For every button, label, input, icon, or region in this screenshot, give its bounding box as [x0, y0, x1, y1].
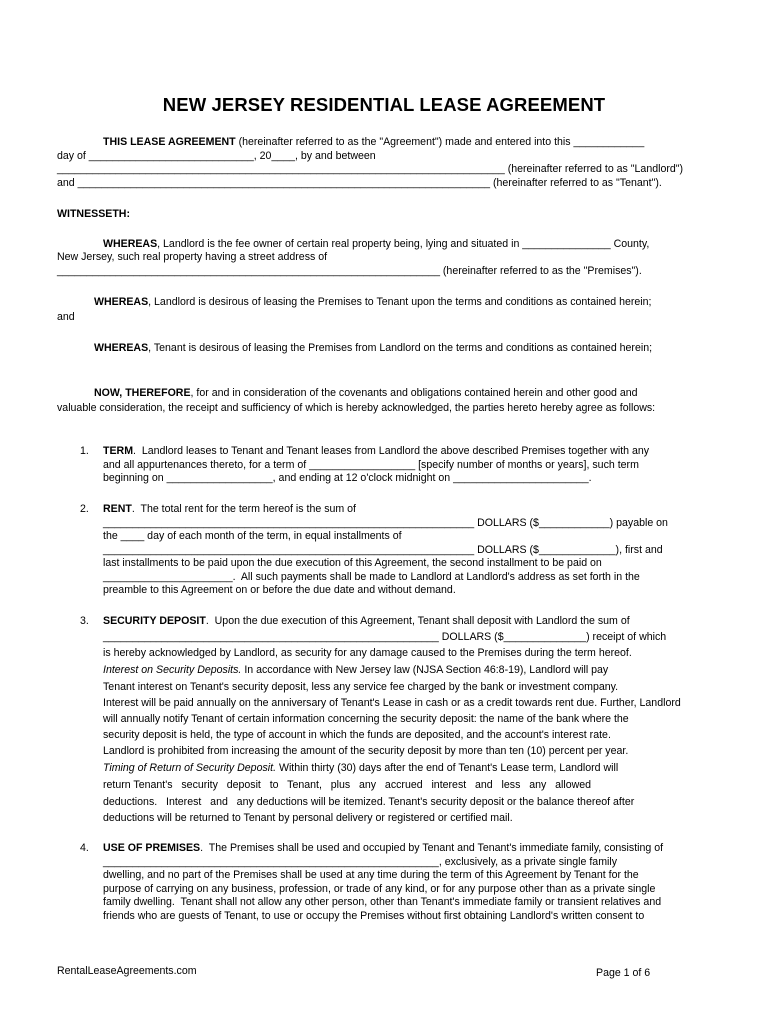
- section-text: . Landlord leases to Tenant and Tenant leases from Landlord the above described Premises together with any: [133, 445, 650, 457]
- whereas-1-line-3: _________________________________________________________________ (hereinafter referred to as the "Premises").: [57, 265, 642, 277]
- now-therefore-line-1: [94, 387, 638, 400]
- section-4-line-6: friends who are guests of Tenant, to use or occupy the Premises without first obtaining Landlord's written consent to: [103, 910, 645, 922]
- section-3-line-11: return Tenant's security deposit to Tenant, plus any accrued interest and less any allowed: [103, 779, 592, 791]
- now-therefore-text: , for and in consideration of the covenants and obligations contained herein and other good and: [190, 387, 638, 399]
- section-3-line-6: Interest will be paid annually on the anniversary of Tenant's Lease in cash or as a credit towards rent due. Further, Landlord: [103, 697, 681, 709]
- whereas-text: , Tenant is desirous of leasing the Premises from Landlord on the terms and conditions as contained herein;: [148, 342, 653, 354]
- section-3-line-3: is hereby acknowledged by Landlord, as security for any damage caused to the Premises during the term hereof.: [103, 647, 632, 659]
- whereas-text: , Landlord is desirous of leasing the Premises to Tenant upon the terms and conditions as contained herein;: [148, 296, 652, 308]
- section-4-line-4: purpose of carrying on any business, profession, or trade of any kind, or for any purpose other than as a private single: [103, 883, 656, 895]
- witnesseth-heading: WITNESSETH:: [57, 208, 130, 220]
- whereas-text: , Landlord is the fee owner of certain real property being, lying and situated in _______________ County,: [157, 238, 650, 250]
- whereas-2-line-1: [94, 296, 651, 309]
- intro-line-4: and ______________________________________________________________________ (hereinafter referred to as "Tenant").: [57, 177, 662, 189]
- section-text: Within thirty (30) days after the end of Tenant's Lease term, Landlord will: [276, 762, 619, 774]
- intro-line-2: day of ____________________________, 20____, by and between: [57, 150, 376, 162]
- whereas-label: WHEREAS: [103, 238, 158, 250]
- intro-line-3: ____________________________________________________________________________ (hereinafter referred to as "Landlord"): [57, 163, 684, 175]
- whereas-label: WHEREAS: [94, 342, 149, 354]
- section-3-number: 3.: [80, 615, 89, 627]
- section-1-line-1: [103, 445, 649, 458]
- footer-page-number: Page 1 of 6: [596, 967, 651, 979]
- section-heading: USE OF PREMISES: [103, 842, 201, 854]
- section-2-number: 2.: [80, 503, 89, 515]
- section-1-line-3: beginning on __________________, and ending at 12 o'clock midnight on _______________________.: [103, 472, 592, 484]
- section-4-line-1: [103, 842, 663, 855]
- whereas-2-line-2: and: [57, 311, 75, 323]
- now-therefore-label: NOW, THEREFORE: [94, 387, 191, 399]
- section-3-line-5: Tenant interest on Tenant's security deposit, less any service fee charged by the bank or investment company.: [103, 681, 619, 693]
- section-2-line-6: ______________________. All such payments shall be made to Landlord at Landlord's address as set forth in the: [103, 571, 640, 583]
- section-4-number: 4.: [80, 842, 89, 854]
- section-2-line-3: the ____ day of each month of the term, in equal installments of: [103, 530, 402, 542]
- interest-subheading: Interest on Security Deposits.: [103, 664, 242, 676]
- timing-subheading: Timing of Return of Security Deposit.: [103, 762, 277, 774]
- section-heading: RENT: [103, 503, 132, 515]
- intro-text: (hereinafter referred to as the "Agreement") made and entered into this ____________: [235, 136, 645, 148]
- section-2-line-2: _______________________________________________________________ DOLLARS ($____________) payable on: [103, 517, 668, 529]
- section-1-line-2: and all appurtenances thereto, for a term of __________________ [specify number of months or years], such term: [103, 459, 639, 471]
- section-2-line-1: [103, 503, 356, 516]
- section-text: . The Premises shall be used and occupied by Tenant and Tenant's immediate family, consisting of: [200, 842, 664, 854]
- section-3-line-12: deductions. Interest and any deductions will be itemized. Tenant's security deposit or the balance thereof after: [103, 796, 635, 808]
- section-3-line-4: [103, 664, 608, 677]
- document-title: NEW JERSEY RESIDENTIAL LEASE AGREEMENT: [162, 94, 606, 115]
- section-3-line-8: security deposit is held, the type of account in which the funds are deposited, and the account's interest rate.: [103, 729, 611, 741]
- whereas-1-line-2: New Jersey, such real property having a street address of: [57, 251, 328, 263]
- section-2-line-4: _______________________________________________________________ DOLLARS ($_____________), first and: [103, 544, 663, 556]
- whereas-3-line-1: [94, 342, 652, 355]
- footer-site-link[interactable]: RentalLeaseAgreements.com: [57, 965, 197, 977]
- whereas-1-line-1: [103, 238, 649, 251]
- section-4-line-2: _________________________________________________________, exclusively, as a private single family: [103, 856, 618, 868]
- section-1-number: 1.: [80, 445, 89, 457]
- section-text: . The total rent for the term hereof is the sum of: [131, 503, 356, 515]
- section-3-line-9: Landlord is prohibited from increasing the amount of the security deposit by more than ten (10) percent per year.: [103, 745, 629, 757]
- section-4-line-5: family dwelling. Tenant shall not allow any other person, other than Tenant's immediate family or transient relatives and: [103, 896, 662, 908]
- section-text: . Upon the due execution of this Agreement, Tenant shall deposit with Landlord the sum of: [205, 615, 630, 627]
- section-text: In accordance with New Jersey law (NJSA Section 46:8-19), Landlord will pay: [241, 664, 609, 676]
- intro-line-1: [103, 136, 644, 149]
- section-3-line-2: _________________________________________________________ DOLLARS ($______________) receipt of which: [103, 631, 667, 643]
- section-2-line-7: preamble to this Agreement on or before the due date and without demand.: [103, 584, 456, 596]
- section-3-line-10: [103, 762, 618, 775]
- section-heading: SECURITY DEPOSIT: [103, 615, 206, 627]
- section-4-line-3: dwelling, and no part of the Premises shall be used at any time during the term of this Agreement by Tenant for the: [103, 869, 639, 881]
- intro-bold-label: THIS LEASE AGREEMENT: [103, 136, 236, 148]
- section-3-line-7: will annually notify Tenant of certain information concerning the security deposit: the name of the bank where the: [103, 713, 629, 725]
- section-3-line-13: deductions will be returned to Tenant by personal delivery or registered or certified mail.: [103, 812, 513, 824]
- whereas-label: WHEREAS: [94, 296, 149, 308]
- now-therefore-line-2: valuable consideration, the receipt and sufficiency of which is hereby acknowledged, the parties hereto hereby agree as follows:: [57, 402, 656, 414]
- section-heading: TERM: [103, 445, 134, 457]
- section-2-line-5: last installments to be paid upon the due execution of this Agreement, the second installment to be paid on: [103, 557, 602, 569]
- section-3-line-1: [103, 615, 630, 628]
